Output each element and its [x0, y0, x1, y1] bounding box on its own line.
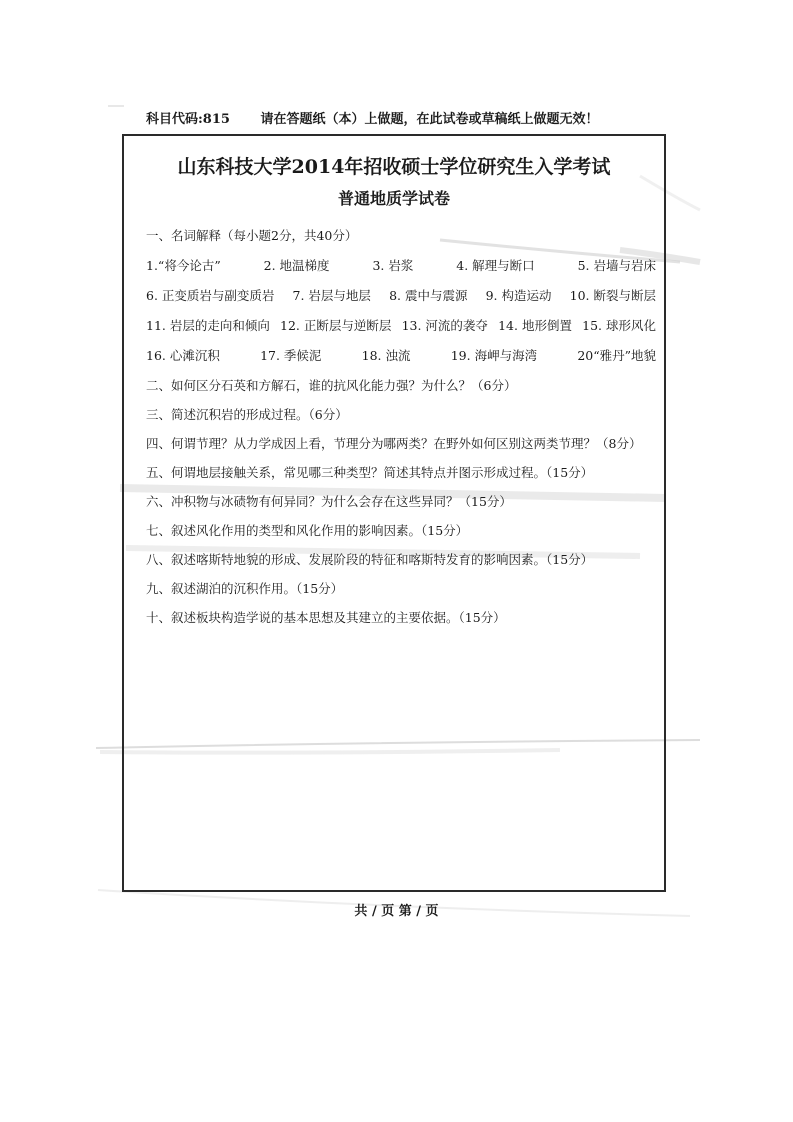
exam-frame — [122, 134, 666, 892]
terms-row — [146, 346, 656, 364]
question-4: 四、何谓节理？从力学成因上看，节理分为哪两类？在野外如何区别这两类节理？（8分） — [146, 436, 642, 451]
subject-code: 科目代码:815 — [146, 112, 230, 127]
term-item: 8. 震中与震源 — [389, 288, 468, 303]
term-item: 13. 河流的袭夺 — [401, 318, 488, 333]
question-7: 七、叙述风化作用的类型和风化作用的影响因素。（15分） — [146, 523, 469, 538]
term-item: 3. 岩浆 — [372, 258, 414, 273]
term-item: 6. 正变质岩与副变质岩 — [146, 288, 275, 303]
terms-row — [146, 286, 656, 304]
page-count: 共 / 页 第 / 页 — [354, 904, 439, 919]
question-2: 二、如何区分石英和方解石，谁的抗风化能力强？为什么？（6分） — [146, 378, 517, 393]
term-item: 18. 浊流 — [361, 348, 411, 363]
term-item: 2. 地温梯度 — [263, 258, 330, 273]
terms-row — [146, 316, 656, 334]
term-item: 9. 构造运动 — [485, 288, 552, 303]
terms-row — [146, 256, 656, 274]
term-item: 20“雅丹”地貌 — [577, 348, 656, 363]
exam-title: 山东科技大学2014年招收硕士学位研究生入学考试 — [177, 156, 611, 178]
question-1: 一、名词解释（每小题2分，共40分） — [146, 228, 358, 243]
term-item: 7. 岩层与地层 — [292, 288, 371, 303]
question-3: 三、简述沉积岩的形成过程。（6分） — [146, 407, 348, 422]
term-item: 4. 解理与断口 — [456, 258, 535, 273]
question-9: 九、叙述湖泊的沉积作用。（15分） — [146, 581, 344, 596]
page-header — [146, 108, 666, 127]
question-5: 五、何谓地层接触关系，常见哪三种类型？简述其特点并图示形成过程。（15分） — [146, 465, 594, 480]
term-item: 11. 岩层的走向和倾向 — [146, 318, 270, 333]
term-item: 14. 地形倒置 — [498, 318, 572, 333]
term-item: 19. 海岬与海湾 — [450, 348, 538, 363]
question-10: 十、叙述板块构造学说的基本思想及其建立的主要依据。（15分） — [146, 610, 506, 625]
term-item: 10. 断裂与断层 — [569, 288, 656, 303]
answer-instruction: 请在答题纸（本）上做题，在此试卷或草稿纸上做题无效！ — [260, 112, 599, 127]
question-8: 八、叙述喀斯特地貌的形成、发展阶段的特征和喀斯特发育的影响因素。（15分） — [146, 552, 594, 567]
term-item: 12. 正断层与逆断层 — [280, 318, 392, 333]
term-item: 16. 心滩沉积 — [146, 348, 220, 363]
exam-subtitle: 普通地质学试卷 — [337, 189, 450, 208]
question-6: 六、冲积物与冰碛物有何异同？为什么会存在这些异同？（15分） — [146, 494, 512, 509]
term-item: 17. 季候泥 — [260, 348, 322, 363]
term-item: 1.“将今论古” — [146, 258, 221, 273]
term-item: 15. 球形风化 — [582, 318, 656, 333]
term-item: 5. 岩墙与岩床 — [577, 258, 656, 273]
